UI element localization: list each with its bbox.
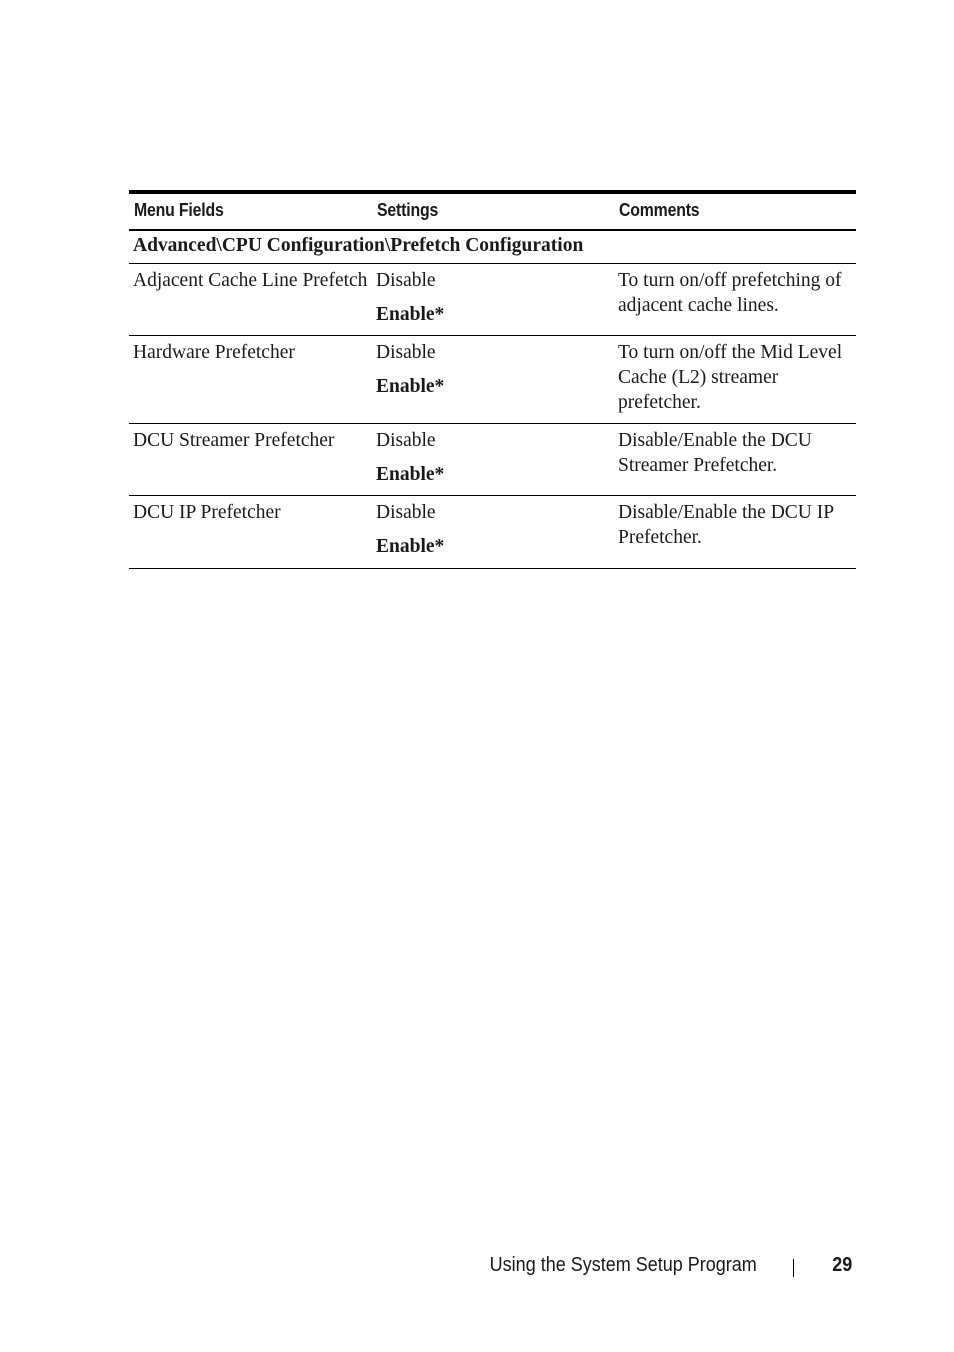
- setting-option-default: Enable*: [376, 536, 445, 557]
- menu-field: DCU IP Prefetcher: [129, 496, 372, 569]
- settings-cell: [372, 336, 614, 424]
- table-row: [129, 496, 856, 569]
- settings-cell: [372, 424, 614, 496]
- table-row: [129, 336, 856, 424]
- prefetch-settings-table: [129, 190, 856, 569]
- section-title: Advanced\CPU Configuration\Prefetch Configuration: [129, 230, 856, 264]
- table-row: [129, 424, 856, 496]
- section-row: [129, 230, 856, 264]
- setting-option: Disable: [376, 270, 436, 291]
- setting-option: Disable: [376, 502, 436, 523]
- setting-option: Disable: [376, 342, 436, 363]
- table-row: [129, 264, 856, 336]
- settings-cell: [372, 264, 614, 336]
- comment-cell: Disable/Enable the DCU Streamer Prefetcher.: [614, 424, 856, 496]
- page-number: 29: [831, 1254, 852, 1276]
- menu-field: Hardware Prefetcher: [129, 336, 372, 424]
- header-comments: Comments: [614, 192, 856, 230]
- footer-divider: [793, 1259, 794, 1277]
- footer-chapter-title: Using the System Setup Program: [489, 1254, 757, 1276]
- page-footer: [460, 1254, 852, 1277]
- header-menu-fields: Menu Fields: [129, 192, 372, 230]
- setting-option: Disable: [376, 430, 436, 451]
- menu-field: DCU Streamer Prefetcher: [129, 424, 372, 496]
- table-header-row: [129, 192, 856, 230]
- setting-option-default: Enable*: [376, 304, 445, 325]
- setting-option-default: Enable*: [376, 376, 445, 397]
- settings-cell: [372, 496, 614, 569]
- menu-field: Adjacent Cache Line Prefetch: [129, 264, 372, 336]
- header-settings: Settings: [372, 192, 614, 230]
- comment-cell: Disable/Enable the DCU IP Prefetcher.: [614, 496, 856, 569]
- comment-cell: To turn on/off the Mid Level Cache (L2) streamer prefetcher.: [614, 336, 856, 424]
- comment-cell: To turn on/off prefetching of adjacent cache lines.: [614, 264, 856, 336]
- setting-option-default: Enable*: [376, 464, 445, 485]
